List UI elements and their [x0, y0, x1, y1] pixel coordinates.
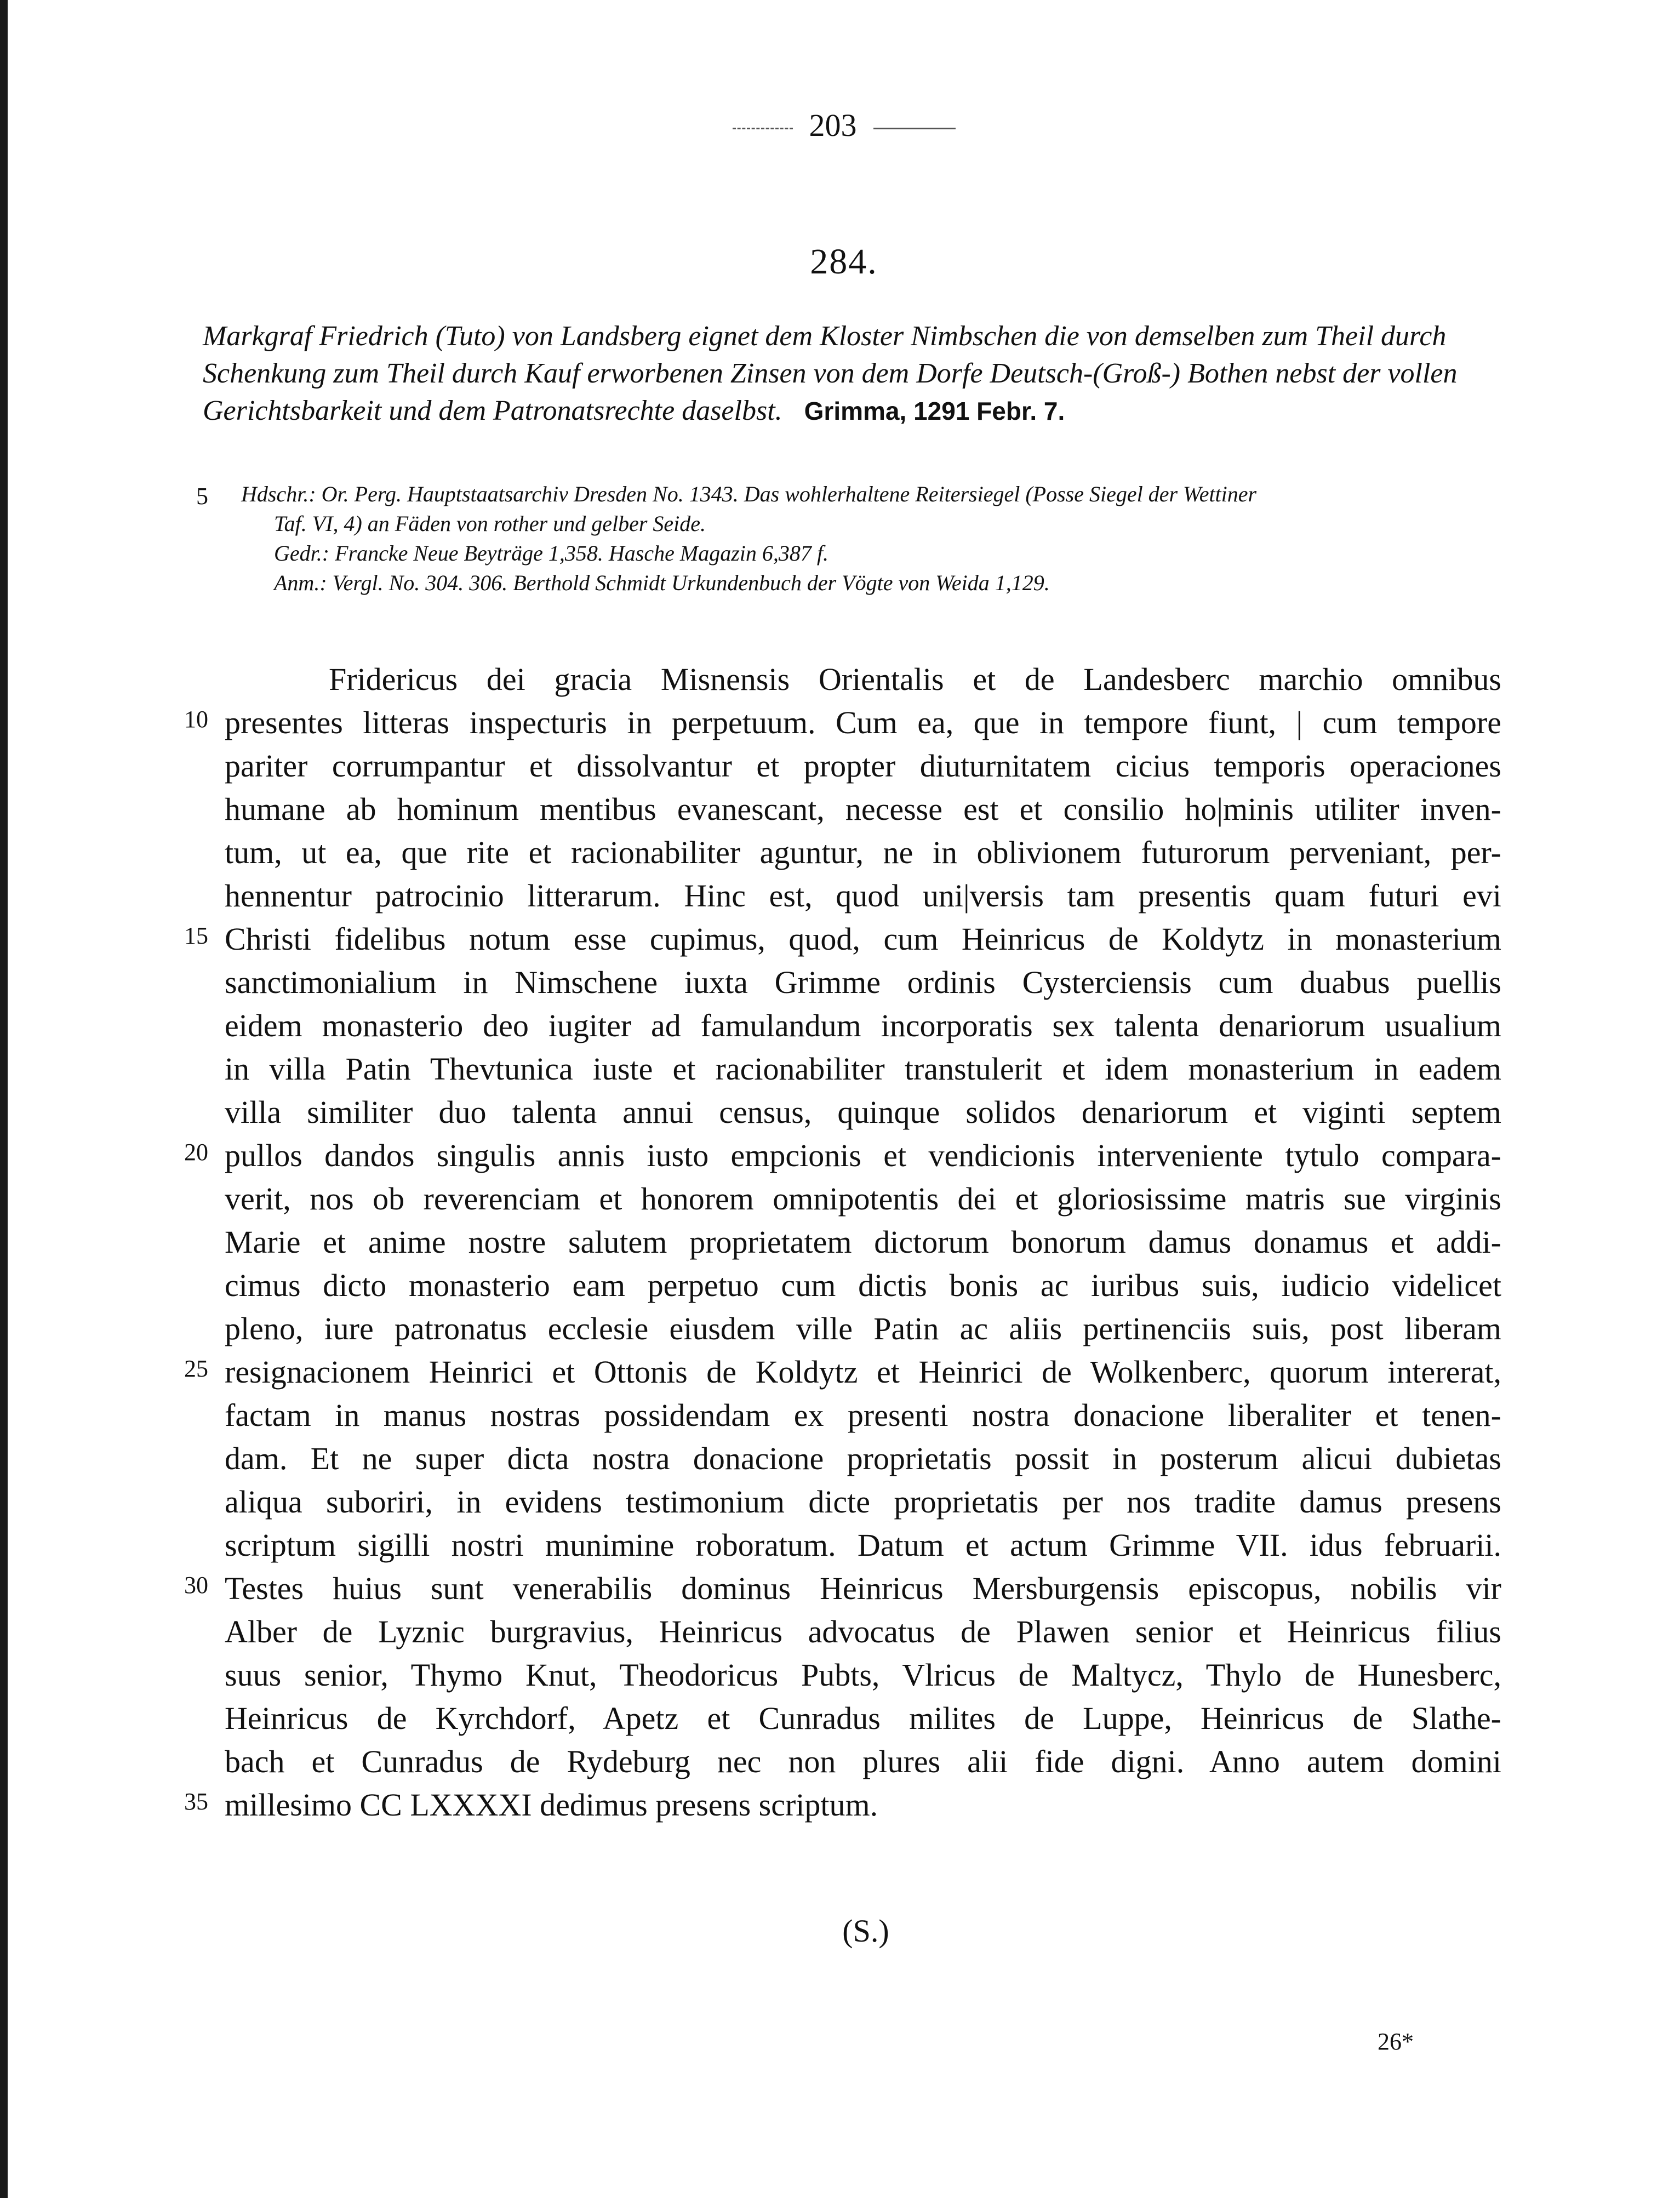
charter-line: Testes huius sunt venerabilis dominus Heinricus Mersburgensis episcopus, nobilis vir: [225, 1571, 1501, 1606]
document-number: 284.: [810, 242, 878, 282]
charter-line: pleno, iure patronatus ecclesie eiusdem ville Patin ac aliis pertinenciis suis, post liberam: [225, 1311, 1501, 1346]
charter-line: pariter corrumpantur et dissolvantur et propter diuturnitatem cicius temporis operaciones: [225, 748, 1501, 784]
charter-line: dam. Et ne super dicta nostra donacione proprietatis possit in posterum alicui dubietas: [225, 1441, 1501, 1476]
seal-mark: (S.): [842, 1913, 889, 1949]
charter-line: bach et Cunradus de Rydeburg nec non plures alii fide digni. Anno autem domini: [225, 1744, 1501, 1779]
charter-line: Christi fidelibus notum esse cupimus, quod, cum Heinricus de Koldytz in monasterium: [225, 921, 1501, 957]
scan-edge: [0, 0, 8, 2198]
charter-text: [225, 658, 1501, 1826]
line-number: 15: [184, 922, 208, 949]
line-number: 25: [184, 1355, 208, 1382]
charter-line: cimus dicto monasterio eam perpetuo cum dictis bonis ac iuribus suis, iudicio videlicet: [225, 1268, 1501, 1303]
apparatus-notes: [241, 479, 1490, 598]
line-number: 30: [184, 1572, 208, 1598]
note-manuscript-cont: Taf. VI, 4) an Fäden von rother und gelber Seide.: [274, 511, 706, 536]
note-remark: Anm.: Vergl. No. 304. 306. Berthold Schmidt Urkundenbuch der Vögte von Weida 1,129.: [274, 570, 1050, 595]
header-rule-right: [873, 128, 956, 129]
line-number: 20: [184, 1139, 208, 1166]
charter-line: pullos dandos singulis annis iusto empcionis et vendicionis interveniente tytulo compara-: [225, 1138, 1501, 1173]
charter-line: tum, ut ea, que rite et racionabiliter aguntur, ne in oblivionem futurorum perveniant, per-: [225, 835, 1501, 870]
charter-line: Fridericus dei gracia Misnensis Orientalis et de Landesberc marchio omnibus: [329, 661, 1501, 697]
header-rule-left: [733, 128, 793, 129]
line-number: 10: [184, 706, 208, 733]
charter-line: suus senior, Thymo Knut, Theodoricus Pubts, Vlricus de Maltycz, Thylo de Hunesberc,: [225, 1657, 1501, 1693]
charter-line: scriptum sigilli nostri munimine roboratum. Datum et actum Grimme VII. idus februarii.: [225, 1527, 1501, 1563]
charter-line: Alber de Lyznic burgravius, Heinricus advocatus de Plawen senior et Heinricus filius: [225, 1614, 1501, 1649]
charter-line: factam in manus nostras possidendam ex presenti nostra donacione liberaliter et tenen-: [225, 1397, 1501, 1433]
charter-line: Marie et anime nostre salutem proprietatem dictorum bonorum damus donamus et addi-: [225, 1224, 1501, 1260]
line-number: 35: [184, 1788, 208, 1815]
charter-line: sanctimonialium in Nimschene iuxta Grimme ordinis Cysterciensis cum duabus puellis: [225, 964, 1501, 1000]
charter-line: eidem monasterio deo iugiter ad famulandum incorporatis sex talenta denariorum usualium: [225, 1008, 1501, 1043]
charter-line: villa similiter duo talenta annui census, quinque solidos denariorum et viginti septem: [225, 1094, 1501, 1130]
signature-mark: 26*: [1378, 2028, 1414, 2055]
page-header: [679, 107, 1008, 144]
page-number: 203: [809, 107, 857, 143]
regest-text: Markgraf Friedrich (Tuto) von Landsberg eignet dem Kloster Nimbschen die von demselben zum Theil durch Schenkung zum Theil durch Kauf erworbenen Zinsen von dem Dorfe Deutsch-(Groß-) Bothen nebst der vollen Gerichtsbarkeit und dem Patronatsrechte daselbst.: [203, 321, 1458, 426]
charter-line: hennentur patrocinio litterarum. Hinc est, quod uni|versis tam presentis quam futuri evi: [225, 878, 1501, 914]
charter-line: resignacionem Heinrici et Ottonis de Koldytz et Heinrici de Wolkenberc, quorum intererat,: [225, 1354, 1501, 1390]
regest: [203, 318, 1493, 430]
note-printed: Gedr.: Francke Neue Beyträge 1,358. Hasche Magazin 6,387 f.: [274, 541, 828, 566]
charter-line: Heinricus de Kyrchdorf, Apetz et Cunradus milites de Luppe, Heinricus de Slathe-: [225, 1700, 1501, 1736]
charter-line: in villa Patin Thevtunica iuste et racionabiliter transtulerit et idem monasterium in eadem: [225, 1051, 1501, 1087]
charter-line: millesimo CC LXXXXI dedimus presens scriptum.: [225, 1787, 878, 1823]
charter-line: verit, nos ob reverenciam et honorem omnipotentis dei et gloriosissime matris sue virginis: [225, 1181, 1501, 1217]
charter-line: humane ab hominum mentibus evanescant, necesse est et consilio ho|minis utiliter inven-: [225, 791, 1501, 827]
notes-line-number: 5: [196, 483, 208, 510]
charter-line: aliqua suboriri, in evidens testimonium dicte proprietatis per nos tradite damus presens: [225, 1484, 1501, 1520]
charter-line: presentes litteras inspecturis in perpetuum. Cum ea, que in tempore fiunt, | cum tempore: [225, 705, 1501, 740]
regest-date: Grimma, 1291 Febr. 7.: [804, 397, 1065, 425]
note-manuscript: Hdschr.: Or. Perg. Hauptstaatsarchiv Dresden No. 1343. Das wohlerhaltene Reitersiegel (Posse Siegel der Wettiner: [241, 482, 1257, 506]
